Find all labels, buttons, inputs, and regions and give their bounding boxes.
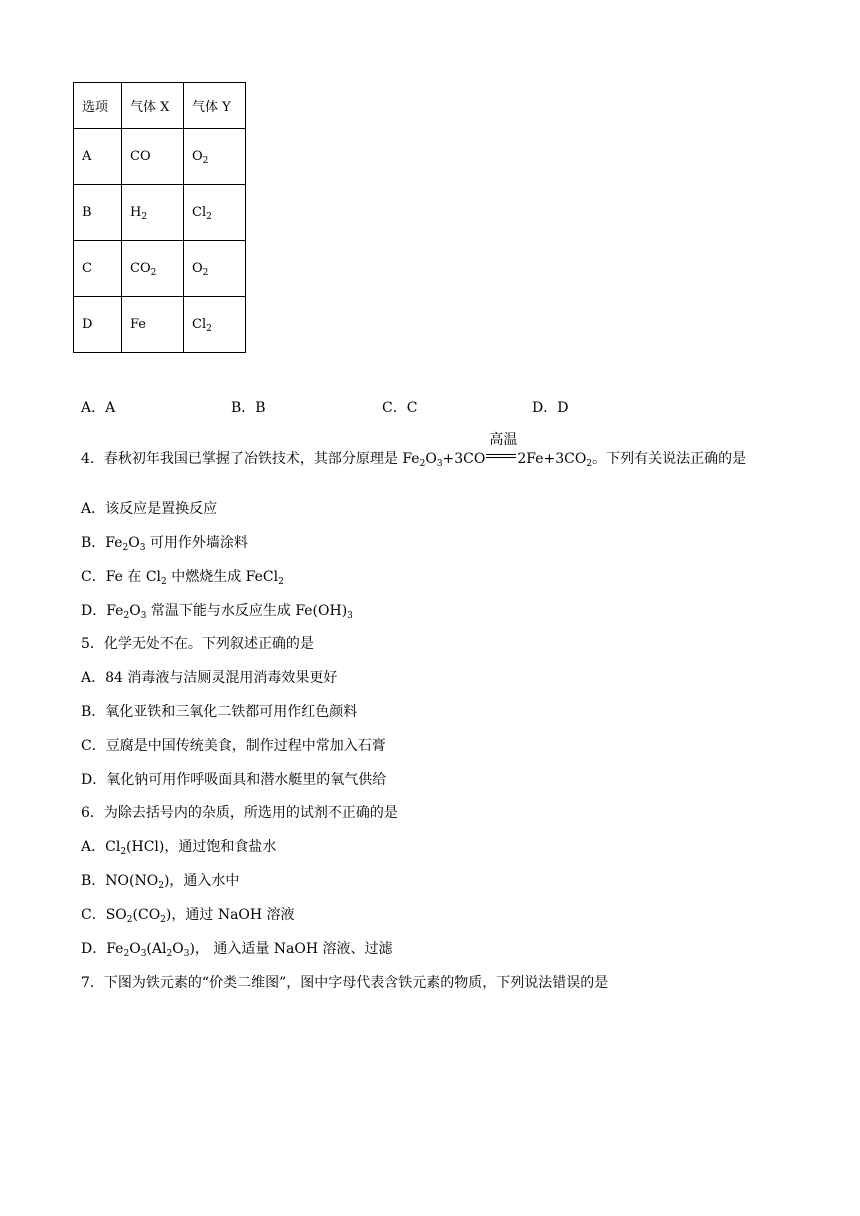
q5-option-c: C．豆腐是中国传统美食，制作过程中常加入石膏: [81, 738, 386, 754]
table-row: [74, 129, 246, 185]
option-cell: A: [74, 129, 122, 185]
gas-options-table: [73, 82, 246, 353]
option-cell: C: [74, 241, 122, 297]
q3-choice-a: A．A: [81, 400, 116, 416]
q6-option-b: B．$NO(NO_2)$，通入水中: [81, 873, 240, 891]
header-cell-gas-y: 气体 Y: [184, 83, 246, 129]
gas-y-cell: $Cl_2$: [184, 297, 246, 353]
q5-option-d: D．氧化钠可用作呼吸面具和潜水艇里的氧气供给: [81, 772, 387, 788]
q3-choice-d: D．D: [532, 400, 569, 416]
gas-y-cell: $Cl_2$: [184, 185, 246, 241]
header-cell-gas-x: 气体 X: [122, 83, 184, 129]
reaction-condition: 高温: [486, 450, 516, 468]
q5-option-a: A．84 消毒液与洁厕灵混用消毒效果更好: [81, 670, 338, 686]
q7-stem: 7．下图为铁元素的“价类二维图”，图中字母代表含铁元素的物质，下列说法错误的是: [81, 975, 609, 991]
table-row: [74, 241, 246, 297]
q5-stem: 5．化学无处不在。下列叙述正确的是: [81, 636, 314, 652]
q6-option-d: D．$Fe_2O_3(Al_2O_3)$， 通入适量 NaOH 溶液、过滤: [81, 941, 393, 959]
q6-option-a: A．$Cl_2(HCl)$，通过饱和食盐水: [81, 839, 277, 857]
option-cell: D: [74, 297, 122, 353]
q3-choice-c: C．C: [382, 400, 418, 416]
q6-option-c: C．$SO_2(CO_2)$，通过 NaOH 溶液: [81, 907, 295, 925]
q4-option-a: A．该反应是置换反应: [81, 501, 218, 517]
gas-y-cell: $O_2$: [184, 241, 246, 297]
table-row: [74, 297, 246, 353]
q3-choice-b: B．B: [231, 400, 266, 416]
gas-x-cell: Fe: [122, 297, 184, 353]
gas-y-cell: $O_2$: [184, 129, 246, 185]
q6-stem: 6．为除去括号内的杂质，所选用的试剂不正确的是: [81, 805, 398, 821]
q4-stem: 4．春秋初年我国已掌握了冶铁技术，其部分原理是 $Fe_2O_3+3CO$ 高温 $2Fe+3CO_2$。下列有关说法正确的是: [81, 432, 747, 469]
q4-option-b: B．$Fe_2O_3$ 可用作外墙涂料: [81, 535, 248, 553]
table-row: [74, 185, 246, 241]
gas-x-cell: $H_2$: [122, 185, 184, 241]
gas-x-cell: CO: [122, 129, 184, 185]
q4-option-d: D．$Fe_2O_3$ 常温下能与水反应生成 $Fe(OH)_3$: [81, 603, 353, 621]
q5-option-b: B．氧化亚铁和三氧化二铁都可用作红色颜料: [81, 704, 358, 720]
header-cell-option: 选项: [74, 83, 122, 129]
table-header-row: [74, 83, 246, 129]
gas-x-cell: $CO_2$: [122, 241, 184, 297]
q4-option-c: C．Fe 在 $Cl_2$ 中燃烧生成 FeCl$_2$: [81, 569, 284, 587]
option-cell: B: [74, 185, 122, 241]
